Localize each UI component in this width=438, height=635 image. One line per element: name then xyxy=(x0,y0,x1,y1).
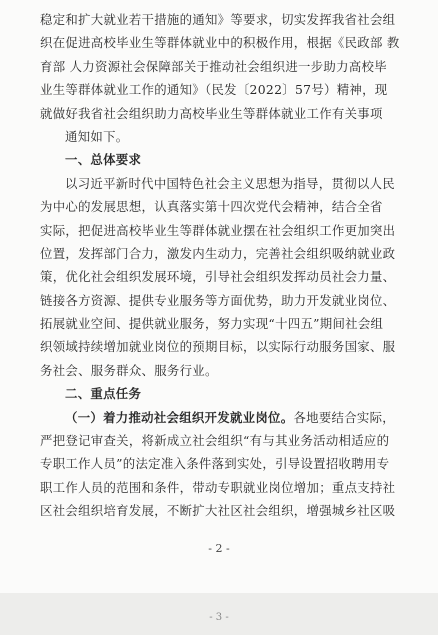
text-line: 稳定和扩大就业若干措施的通知》等要求，切实发挥我省社会组 xyxy=(40,12,396,27)
text-line: 严把登记审查关，将新成立社会组织“有与其业务活动相适应的 xyxy=(40,433,390,449)
page-number: - 2 - xyxy=(208,542,230,555)
text-line: 实际，把促进高校毕业生等群体就业摆在社会组织工作更加突出 xyxy=(40,222,396,238)
text-line: 职工作人员的范围和条件，带动专职就业岗位增加；重点支持社 xyxy=(40,479,396,495)
section-heading-general-requirements: 一、总体要求 xyxy=(65,152,142,168)
task-item-lead: （一）着力推动社会组织开发就业岗位。 xyxy=(65,409,294,425)
text-line: 链接各方资源、提供专业服务等方面优势，助力开发就业岗位、 xyxy=(40,292,396,308)
text-line: 专职工作人员”的法定准入条件落到实处，引导设置招收聘用专 xyxy=(40,456,390,472)
text-line: 育部 人力资源社会保障部关于推动社会组织进一步助力高校毕 xyxy=(40,58,387,74)
text-line: 业生等群体就业工作的通知》（民发〔2022〕57号）精神，现 xyxy=(40,82,388,98)
text-line: 策，优化社会组织发展环境，引导社会组织发挥动员社会力量、 xyxy=(40,269,396,285)
text-line: 区社会组织培育发展，不断扩大社区社会组织，增强城乡社区吸 xyxy=(40,503,396,519)
text-line xyxy=(40,406,410,429)
text-line: 就做好我省社会组织助力高校毕业生等群体就业工作有关事项 xyxy=(40,105,383,121)
next-page-number: - 3 - xyxy=(209,612,229,623)
text-line: 织领域持续增加就业岗位的预期目标，以实际行动服务国家、服 xyxy=(40,339,396,355)
text-line: 织在促进高校毕业生等群体就业中的积极作用，根据《民政部 教 xyxy=(40,35,400,51)
text-line: 拓展就业空间、提供就业服务，努力实现“十四五”期间社会组 xyxy=(40,316,384,332)
section-heading-key-tasks: 二、重点任务 xyxy=(65,386,142,402)
document-body xyxy=(40,8,410,523)
text-line: 为中心的发展思想，认真落实第十四次党代会精神，结合全省 xyxy=(40,199,383,215)
text-line: 位置，发挥部门合力，激发内生动力，完善社会组织吸纳就业政 xyxy=(40,245,396,261)
text-line: 务社会、服务群众、服务行业。 xyxy=(40,362,218,378)
task-item-text: 各地要结合实际， xyxy=(293,409,395,425)
text-line: 通知如下。 xyxy=(65,128,129,144)
text-line: 以习近平新时代中国特色社会主义思想为指导，贯彻以人民 xyxy=(65,175,395,191)
